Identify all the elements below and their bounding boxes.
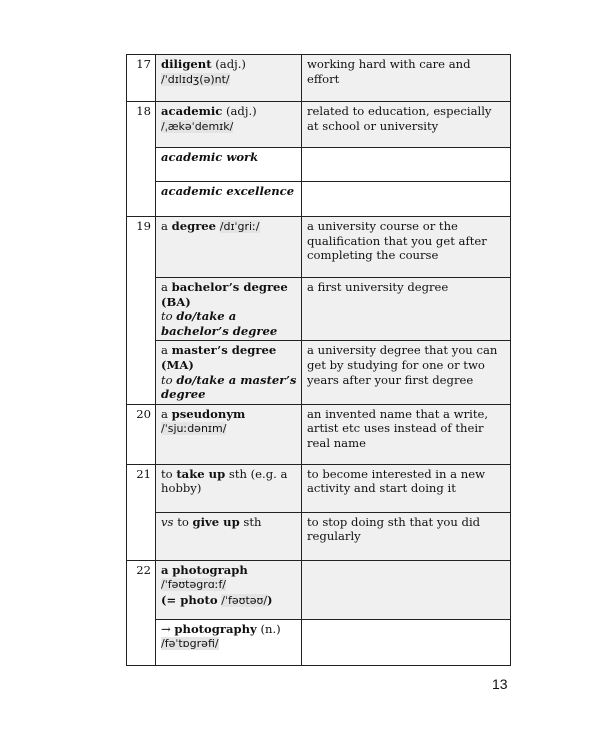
table-row (127, 55, 511, 102)
entry-term (156, 102, 302, 148)
table-row (127, 182, 511, 217)
headword: pseudonym (171, 406, 246, 421)
entry-term (156, 464, 302, 512)
headword: photography (174, 621, 257, 636)
abbreviation: (BA) (161, 294, 191, 309)
equivalent-word: (= photo (161, 592, 218, 607)
versus-label: vs (161, 514, 174, 529)
entry-definition: related to education, especially at school or university (302, 102, 511, 148)
table-row (127, 619, 511, 665)
entry-term (156, 55, 302, 102)
table-row (127, 341, 511, 404)
headword: master’s degree (171, 343, 277, 358)
headword: take up (176, 466, 226, 481)
entry-number: 20 (127, 404, 156, 464)
entry-definition-empty (302, 560, 511, 619)
pronunciation: /ˈfəʊtəʊ/ (221, 593, 268, 607)
headword: give up (192, 514, 240, 529)
part-of-speech: (adj.) (215, 57, 246, 71)
article: a (161, 219, 168, 233)
collocation (156, 182, 302, 217)
entry-definition: a university course or the qualification that you get after completing the course (302, 217, 511, 278)
table-row (127, 217, 511, 278)
collocation-text: do/take a master’s degree (161, 372, 297, 402)
table-row (127, 560, 511, 619)
entry-definition: a first university degree (302, 278, 511, 341)
headword: photograph (172, 562, 248, 577)
pronunciation: /ˌækəˈdemɪk/ (161, 119, 234, 133)
entry-definition: to stop doing sth that you did regularly (302, 512, 511, 560)
table-row (127, 404, 511, 464)
entry-definition-empty (302, 619, 511, 665)
pronunciation: /ˈsjuːdənɪm/ (161, 422, 227, 436)
collocation (156, 148, 302, 182)
term-note: sth (e.g. a hobby) (161, 466, 288, 496)
entry-term (156, 341, 302, 404)
page-number: 13 (492, 676, 508, 692)
entry-definition: a university degree that you can get by studying for one or two years after your first degree (302, 341, 511, 404)
entry-term (156, 217, 302, 278)
article: a (161, 280, 168, 294)
article: a (161, 406, 168, 421)
entry-definition-empty (302, 182, 511, 217)
headword: diligent (161, 57, 212, 71)
infinitive-marker: to (161, 372, 173, 387)
vocabulary-table (126, 54, 511, 666)
entry-number: 22 (127, 560, 156, 665)
entry-term (156, 560, 302, 619)
table-row (127, 278, 511, 341)
table-row (127, 464, 511, 512)
part-of-speech: (n.) (260, 621, 281, 636)
entry-definition: working hard with care and effort (302, 55, 511, 102)
table-row (127, 512, 511, 560)
article: a (161, 343, 168, 358)
collocation-text: academic work (161, 150, 259, 164)
table-row (127, 102, 511, 148)
infinitive-marker: to (161, 466, 173, 481)
term-note: sth (243, 514, 262, 529)
entry-definition-empty (302, 148, 511, 182)
pronunciation: /fəˈtɒgrəfi/ (161, 637, 219, 651)
article: a (161, 562, 169, 577)
entry-definition: an invented name that a write, artist etc uses instead of their real name (302, 404, 511, 464)
entry-term (156, 404, 302, 464)
arrow-icon: → (161, 621, 171, 636)
entry-term (156, 278, 302, 341)
headword: degree (171, 219, 217, 233)
infinitive-marker: to (177, 514, 189, 529)
table-row (127, 148, 511, 182)
pronunciation: /ˈfəʊtəgrɑːf/ (161, 578, 227, 592)
part-of-speech: (adj.) (226, 104, 257, 118)
headword: bachelor’s degree (171, 280, 288, 294)
headword: academic (161, 104, 223, 118)
entry-number: 18 (127, 102, 156, 217)
infinitive-marker: to (161, 309, 173, 324)
collocation-text: academic excellence (161, 184, 295, 198)
entry-term (156, 619, 302, 665)
entry-number: 21 (127, 464, 156, 560)
entry-term (156, 512, 302, 560)
entry-definition: to become interested in a new activity and start doing it (302, 464, 511, 512)
pronunciation: /dɪˈgriː/ (219, 220, 260, 233)
equivalent-close: ) (267, 592, 273, 607)
entry-number: 17 (127, 55, 156, 102)
entry-number: 19 (127, 217, 156, 405)
pronunciation: /ˈdɪlɪdʒ(ə)nt/ (161, 72, 230, 86)
abbreviation: (MA) (161, 357, 194, 372)
collocation-text: do/take a bachelor’s degree (161, 309, 278, 338)
